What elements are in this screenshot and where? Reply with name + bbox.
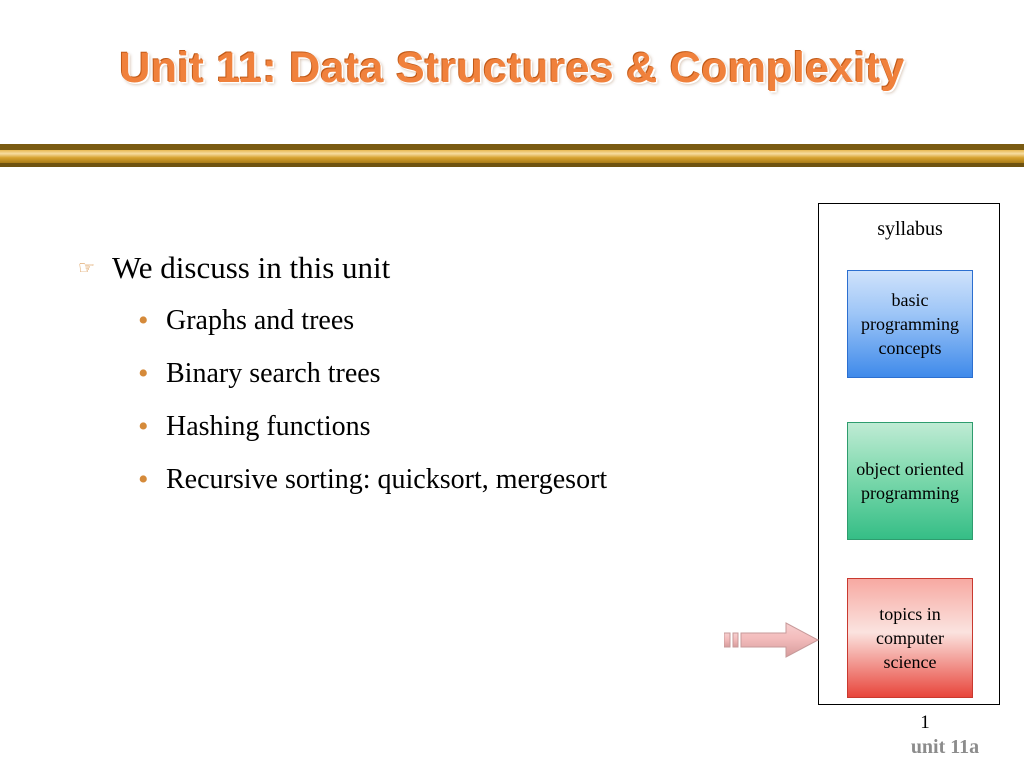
syllabus-item-topics-in-computer-science: topics in computer science [847, 578, 973, 698]
list-item-label: Hashing functions [166, 411, 371, 442]
list-item-label: Binary search trees [166, 358, 381, 389]
footer-note: unit 11a [910, 736, 980, 758]
syllabus-item-basic-programming: basic programming concepts [847, 270, 973, 378]
bullet-dot-icon: • [138, 463, 149, 496]
bullet-dot-icon: • [138, 357, 149, 390]
pointing-hand-icon: ☞ [78, 257, 96, 279]
page-title: Unit 11: Data Structures & Complexity [119, 44, 905, 92]
lead-bullet [78, 248, 778, 288]
syllabus-item-object-oriented-programming: object oriented programming [847, 422, 973, 540]
lead-bullet-text: We discuss in this unit [112, 250, 391, 285]
list-item [138, 404, 778, 449]
title-divider [0, 144, 1024, 168]
syllabus-title: syllabus [877, 218, 943, 240]
divider-gold-bar [0, 150, 1024, 163]
page-number: 1 [920, 712, 930, 733]
list-item [138, 457, 778, 502]
bullet-dot-icon: • [138, 304, 149, 337]
sub-bullet-list [138, 298, 778, 502]
right-arrow-icon [724, 620, 820, 660]
bullet-dot-icon: • [138, 410, 149, 443]
list-item [138, 351, 778, 396]
list-item-label: Graphs and trees [166, 305, 355, 336]
divider-bottom-line [0, 163, 1024, 167]
bullet-content [78, 248, 778, 510]
list-item-label: Recursive sorting: quicksort, mergesort [166, 464, 608, 495]
syllabus-panel [818, 203, 1000, 705]
list-item [138, 298, 778, 343]
